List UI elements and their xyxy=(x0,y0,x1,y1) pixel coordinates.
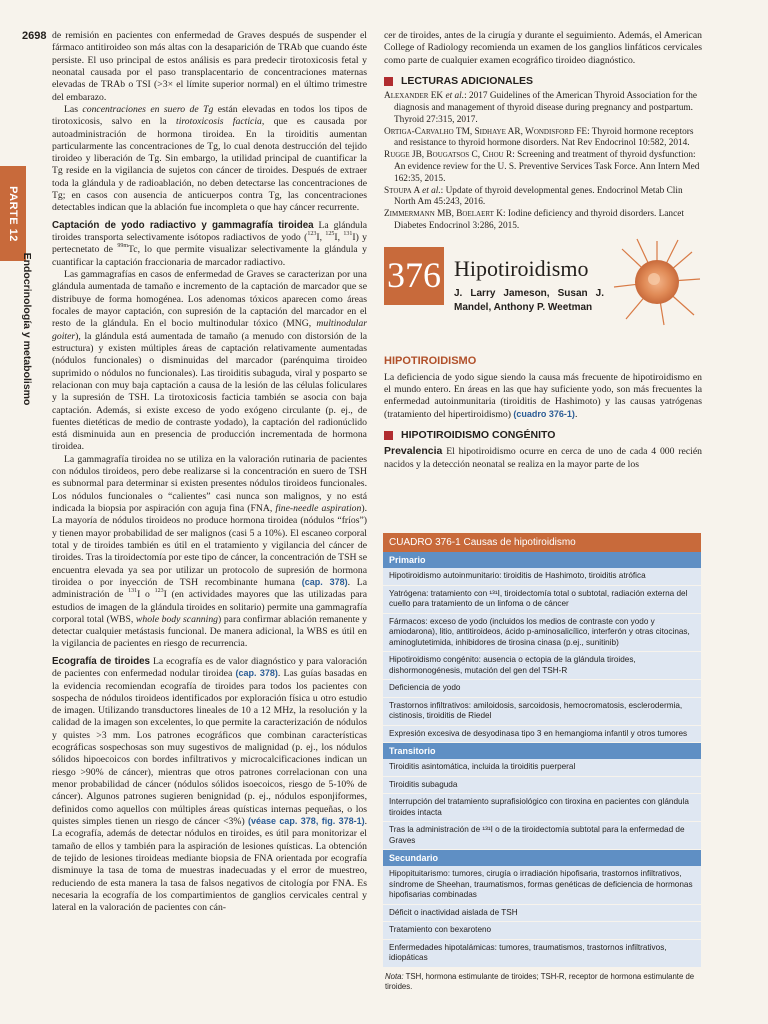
run-in-heading: Ecografía de tiroides xyxy=(52,655,150,667)
paragraph xyxy=(384,30,702,67)
ref-text: : Thyroid hormone receptors and resistance to thyroid hormone disorders. Nat Rev Endocrinol 10:582, 2014. xyxy=(394,126,694,149)
text: La ecografía es de valor diagnóstico y para valoración de pacientes con enfermedad nodular tiroidea xyxy=(52,655,367,680)
superscript: 131 xyxy=(128,588,138,595)
chapter-header xyxy=(384,247,702,355)
superscript: 125 xyxy=(325,231,335,238)
reference-item xyxy=(384,186,702,210)
paragraph-text: cer de tiroides, antes de la cirugía y durante el seguimiento. Además, el American College of Radiology recomienda un examen de los ganglios linfáticos cervicales como parte de cualquier examen ecográfico tiroideo diagnóstico. xyxy=(384,30,702,66)
table-row: Tras la administración de ¹³¹I o de la tiroidectomía subtotal para la enfermedad de Graves xyxy=(383,822,701,850)
heading-text: HIPOTIROIDISMO CONGÉNITO xyxy=(401,429,556,442)
cell-illustration-icon xyxy=(612,237,702,327)
chapter-authors: J. Larry Jameson, Susan J. Mandel, Anthony P. Weetman xyxy=(454,287,604,313)
further-reading-heading xyxy=(384,75,702,88)
text: I, xyxy=(334,232,344,244)
italic-text: tirotoxicosis facticia xyxy=(176,116,262,128)
superscript: 123 xyxy=(154,588,164,595)
ref-text: : Update of thyroid developmental genes. Endocrinol Metab Clin North Am 45:243, 2016. xyxy=(394,185,683,208)
table-row: Fármacos: exceso de yodo (incluidos los medios de contraste con yodo y amiodarona), litio, antitiroideos, ácido p-aminosalicílico, interferón y otras citocinas, aminoglutetimida, inhibidores de tirosina cinasa (p.ej., sunitinib) xyxy=(383,614,701,653)
ref-etal: et al. xyxy=(422,185,441,196)
table-category-transitorio: Transitorio xyxy=(383,743,701,759)
reference-item xyxy=(384,150,702,185)
table-row: Tratamiento con bexaroteno xyxy=(383,922,701,940)
left-column xyxy=(52,30,367,914)
table-row: Yatrógena: tratamiento con ¹³¹I, tiroidectomía total o subtotal, radiación externa del cuello para tratamiento de un linfoma o de cáncer xyxy=(383,586,701,614)
table-row: Interrupción del tratamiento suprafisiológico con tiroxina en pacientes con glándula tiroides intacta xyxy=(383,794,701,822)
table-row: Tiroiditis subaguda xyxy=(383,777,701,795)
text: I, xyxy=(316,232,326,244)
text: Tc, lo que permite visualizar selectivamente la glándula y cuantificar la captación fraccionaria de marcador radiactivo. xyxy=(52,244,367,268)
square-bullet-icon xyxy=(384,431,393,440)
paragraph-tg xyxy=(52,104,367,215)
text: ). La mayoría de nódulos tiroideos no produce hormona tiroidea (nódulos “fríos”) y tienen mayor probabilidad de ser malignos (casi 5 a 10%). El escaneo corporal total y de tiroides también es útil en el tratamiento y vigilancia del cáncer de tiroides. Tras la tiroidectomía por este tipo de cáncer, la concentración de TSH se encuentra elevada ya sea por utilizar un protocolo de supresión de hormona tiroidea o por inyección de TSH recombinante humana xyxy=(52,503,367,588)
text: . xyxy=(574,408,578,420)
table-row: Déficit o inactividad aislada de TSH xyxy=(383,905,701,923)
superscript: 123 xyxy=(307,231,317,238)
text: La gammagrafía tiroidea no se utiliza en la valoración rutinaria de pacientes con nódulos tiroideos, pero debe realizarse si la concentración en suero de TSH es subnormal para determinar si existen presentes nódulos tiroideos funcionales. Los nódulos funcionales o “calientes” casi nunca son malignos, y no está indicada la biopsia por aspiración con aguja fina (FNA, xyxy=(52,453,367,514)
ref-authors: Stoupa A xyxy=(384,185,423,196)
table-row: Deficiencia de yodo xyxy=(383,680,701,698)
italic-text: whole body scanning xyxy=(135,613,219,625)
paragraph-hipotiroidismo xyxy=(384,372,702,421)
part-tab-label: PARTE 12 xyxy=(7,185,19,242)
table-row: Enfermedades hipotalámicas: tumores, traumatismos, trastornos infiltrativos, idiopáticas xyxy=(383,940,701,968)
table-category-secundario: Secundario xyxy=(383,850,701,866)
ref-text: : Iodine deficiency and thyroid disorders. Lancet Diabetes Endocrinol 3:286, 2015. xyxy=(394,209,684,232)
cross-reference-link[interactable]: (véase cap. 378, fig. 378-1) xyxy=(248,815,365,826)
ref-text: : 2017 Guidelines of the American Thyroid Association for the diagnosis and management of thyroid disease during pregnancy and postpartum. Thyroid 27:315, 2017. xyxy=(394,91,698,125)
table-row: Hipopituitarismo: tumores, cirugía o irradiación hipofisaria, trastornos infiltrativos, síndrome de Sheehan, traumatismos, formas genéticas de deficiencia de hormonas hipofisarias combinadas xyxy=(383,866,701,905)
section-side-label xyxy=(17,244,37,414)
cross-reference-link[interactable]: (cuadro 376-1) xyxy=(513,408,575,419)
text: . Las guías basadas en la evidencia recomiendan ecografía de tiroides para todos los pacientes con sospecha de nódulos tiroideos identificados por exploración física u otro estudio de imagen. Utilizando transductores lineales de 10 a 12 MHz, la resolución y la calidad de la imagen son excelentes, lo que permite la caracterización de nódulos y quistes >3 mm. Los patrones ecográficos que combinan características ecográficas sospechosas son muy sugestivos de malignidad (p. ej., los nódulos sólidos hipoecoicos con bordes infiltrativos y microcalcificaciones indican un riesgo >90% de cáncer), mientras que otros patrones correlacionan con una menor probabilidad de cáncer (nódulos sólidos isoecoicos, riesgo de 5-10% de cáncer). Algunos patrones sugieren benignidad (p. ej., nódulos esponjiformes, definidos como aquellos con múltiples áreas quísticas internas pequeñas, o los quistes simples tienen un riesgo de cáncer <3%) xyxy=(52,668,367,827)
text: están elevadas en todos los tipos de tirotoxicosis, salvo en la xyxy=(52,103,367,128)
table-category-primario: Primario xyxy=(383,552,701,568)
ref-authors: Alexander EK xyxy=(384,91,446,102)
italic-text: concentraciones en suero de Tg xyxy=(82,103,214,115)
cross-reference-link[interactable]: (cap. 378) xyxy=(235,668,278,679)
table-row: Expresión excesiva de desyodinasa tipo 3 en hemangioma infantil y otros tumores xyxy=(383,726,701,744)
ref-authors: Zimmermann MB, Boelaert K xyxy=(384,209,503,220)
text: El hipotiroidismo ocurre en cerca de uno de cada 4 000 recién nacidos y la detección neonatal se realiza en la mayor parte de los xyxy=(384,446,702,470)
table-title: CUADRO 376-1 Causas de hipotiroidismo xyxy=(383,533,701,552)
italic-text: fine-needle aspiration xyxy=(275,503,362,514)
reference-item xyxy=(384,91,702,126)
chapter-number: 376 xyxy=(384,247,444,305)
section-side-label-text: Endocrinología y metabolismo xyxy=(21,252,33,406)
chapter-title: Hipotiroidismo xyxy=(454,255,589,281)
ref-text: : Screening and treatment of thyroid dysfunction: An evidence review for the U. S. Preventive Services Task Force. Ann Intern Med 162:35, 2015. xyxy=(394,150,700,184)
reference-item xyxy=(384,127,702,151)
table-row: Hipotiroidismo congénito: ausencia o ectopia de la glándula tiroides, dishormonogénesis, mutación del gen del TSH-R xyxy=(383,652,701,680)
text: La deficiencia de yodo sigue siendo la causa más frecuente de hipotiroidismo en el mundo entero. En áreas en las que hay suficiente yodo, son más frecuentes la enfermedad autoinmunitaria (tiroiditis de Hashimoto) y las causas yatrógenas (tratamiento del hipertiroidismo) xyxy=(384,371,702,420)
italic-text: multinodular goiter xyxy=(52,318,367,342)
ref-authors: Ortiga-Carvalho TM, Sidhaye AR, Wondisford FE xyxy=(384,126,588,137)
text: Las xyxy=(64,103,83,115)
superscript: 99m xyxy=(117,243,129,250)
paragraph-gammagrafia xyxy=(52,454,367,651)
table-row: Trastornos infiltrativos: amiloidosis, sarcoidosis, hemocromatosis, esclerodermia, cistinosis, tiroiditis de Riedel xyxy=(383,698,701,726)
square-bullet-icon xyxy=(384,77,393,86)
text: . La administración de xyxy=(52,576,367,601)
heading-text: LECTURAS ADICIONALES xyxy=(401,74,534,87)
note-label: Nota: xyxy=(385,971,404,981)
congenital-heading xyxy=(384,429,702,442)
text: . La ecografía, además de detectar nódulos en tiroides, es útil para monitorizar el tamaño de ellos y también para la aspiración de lesiones quísticas. La obtención de tejido de lesiones tiroideas mediante biopsia de FNA orientada por ecografía disminuye la tasa de toma de muestras inadecuadas y el error de muestreo, reduciendo de esta manera la tasa de falsos negativos de citología por FNA. Es necesaria la ecografía de los compartimientos de ganglios cervicales central y lateral en la valoración de pacientes con cán- xyxy=(52,815,368,914)
reference-item xyxy=(384,209,702,233)
paragraph-ecografia xyxy=(52,656,367,915)
note-text: TSH, hormona estimulante de tiroides; TSH-R, receptor de hormona estimulante de tiroides. xyxy=(385,971,695,991)
table-row: Tiroiditis asintomática, incluida la tiroiditis puerperal xyxy=(383,759,701,777)
cross-reference-link[interactable]: (cap. 378) xyxy=(301,576,348,587)
text: , que es causada por autoadministración de hormona tiroidea. En la tiroiditis aumentan particularmente las concentraciones de Tg, lo cual denota destrucción del tejido tiroideo y liberación de Tg. Sin embargo, la utilidad principal de cuantificar la Tg reside en la vigilancia de sujetos con cáncer de tiroides. Después de extraer toda la glándula y de radioablación, no deben detectarse las concentraciones de Tg; en casos con ausencia de anticuerpos contra Tg, las concentraciones detectables indican que la ablación fue incompleta o que hay cáncer recurrente. xyxy=(52,116,368,214)
table-row: Hipotiroidismo autoinmunitario: tiroiditis de Hashimoto, tiroiditis atrófica xyxy=(383,568,701,586)
text: I) y pertecnetato de xyxy=(52,232,367,256)
causes-table xyxy=(383,533,701,996)
paragraph-prevalencia xyxy=(384,445,702,471)
run-in-heading: Captación de yodo radiactivo y gammagrafía tiroidea xyxy=(52,219,314,231)
page-number: 2698 xyxy=(22,30,47,42)
section-heading-hipotiroidismo: HIPOTIROIDISMO xyxy=(384,354,477,367)
ref-authors: Rugge JB, Bougatsos C, Chou R xyxy=(384,150,513,161)
reference-list xyxy=(384,91,702,233)
paragraph-captacion xyxy=(52,220,367,269)
text: ), la glándula está aumentada de tamaño (a menudo con distorsión de la estructura) y existen múltiples áreas de captación relativamente aumentadas (nódulos funcionales) o disminuidas del marcador (parénquima tiroideo suprimido o nódulos no funcionales). Las tiroiditis subaguda, viral y posparto se relacionan con muy baja captación a causa de la lesión de las células foliculares y la supresión de TSH. La tirotoxicosis facticia también se asocia con baja captación. Además, si existe exceso de yodo exógeno circulante (p. ej., de fuentes dietéticas de medio de contraste yodado), la captación del radionúclido está disminuida aun en presencia de producción incrementada de hormona tiroidea. xyxy=(52,330,367,453)
text: La glándula tiroides transporta selectivamente isótopos radiactivos de yodo ( xyxy=(52,219,368,244)
ref-etal: et al. xyxy=(445,91,465,102)
table-note xyxy=(383,968,701,996)
text: ) para confirmar ablación remanente y detectar cualquier metástasis funcional. De manera adicional, la WBS es útil en la vigilancia de pacientes en riesgo de recurrencia. xyxy=(52,613,368,650)
paragraph-graves xyxy=(52,269,367,454)
run-in-heading: Prevalencia xyxy=(384,445,443,458)
right-column xyxy=(384,30,702,471)
superscript: 131 xyxy=(343,231,353,238)
text: I (en actividades mayores que las utilizadas para estudios de imagen de la glándula tiroides en solitario) permite una gammagrafía corporal total (WBS, xyxy=(52,589,368,625)
paragraph xyxy=(52,30,367,104)
paragraph-text: de remisión en pacientes con enfermedad de Graves después de suspender el fármaco antitiroideo son más altas con la desaparición de TRAb que cuando éste persiste. El uso principal de estos análisis es para predecir tirotoxicosis fetal y neonatal causada por el paso transplacentario de concentraciones maternas elevadas de TRAb o TSI (>3× el límite superior normal) en el último trimestre del embarazo. xyxy=(52,30,367,103)
text: Las gammagrafías en casos de enfermedad de Graves se caracterizan por una glándula aumentada de tamaño e incremento de la captación de marcador que se distribuye de forma homogénea. Los adenomas tóxicos aparecen como áreas focales de mayor captación, con supresión de la captación del marcador en el resto de la glándula. En el bocio multinodular tóxico (MNG, xyxy=(52,269,367,330)
text: I o xyxy=(137,589,155,601)
